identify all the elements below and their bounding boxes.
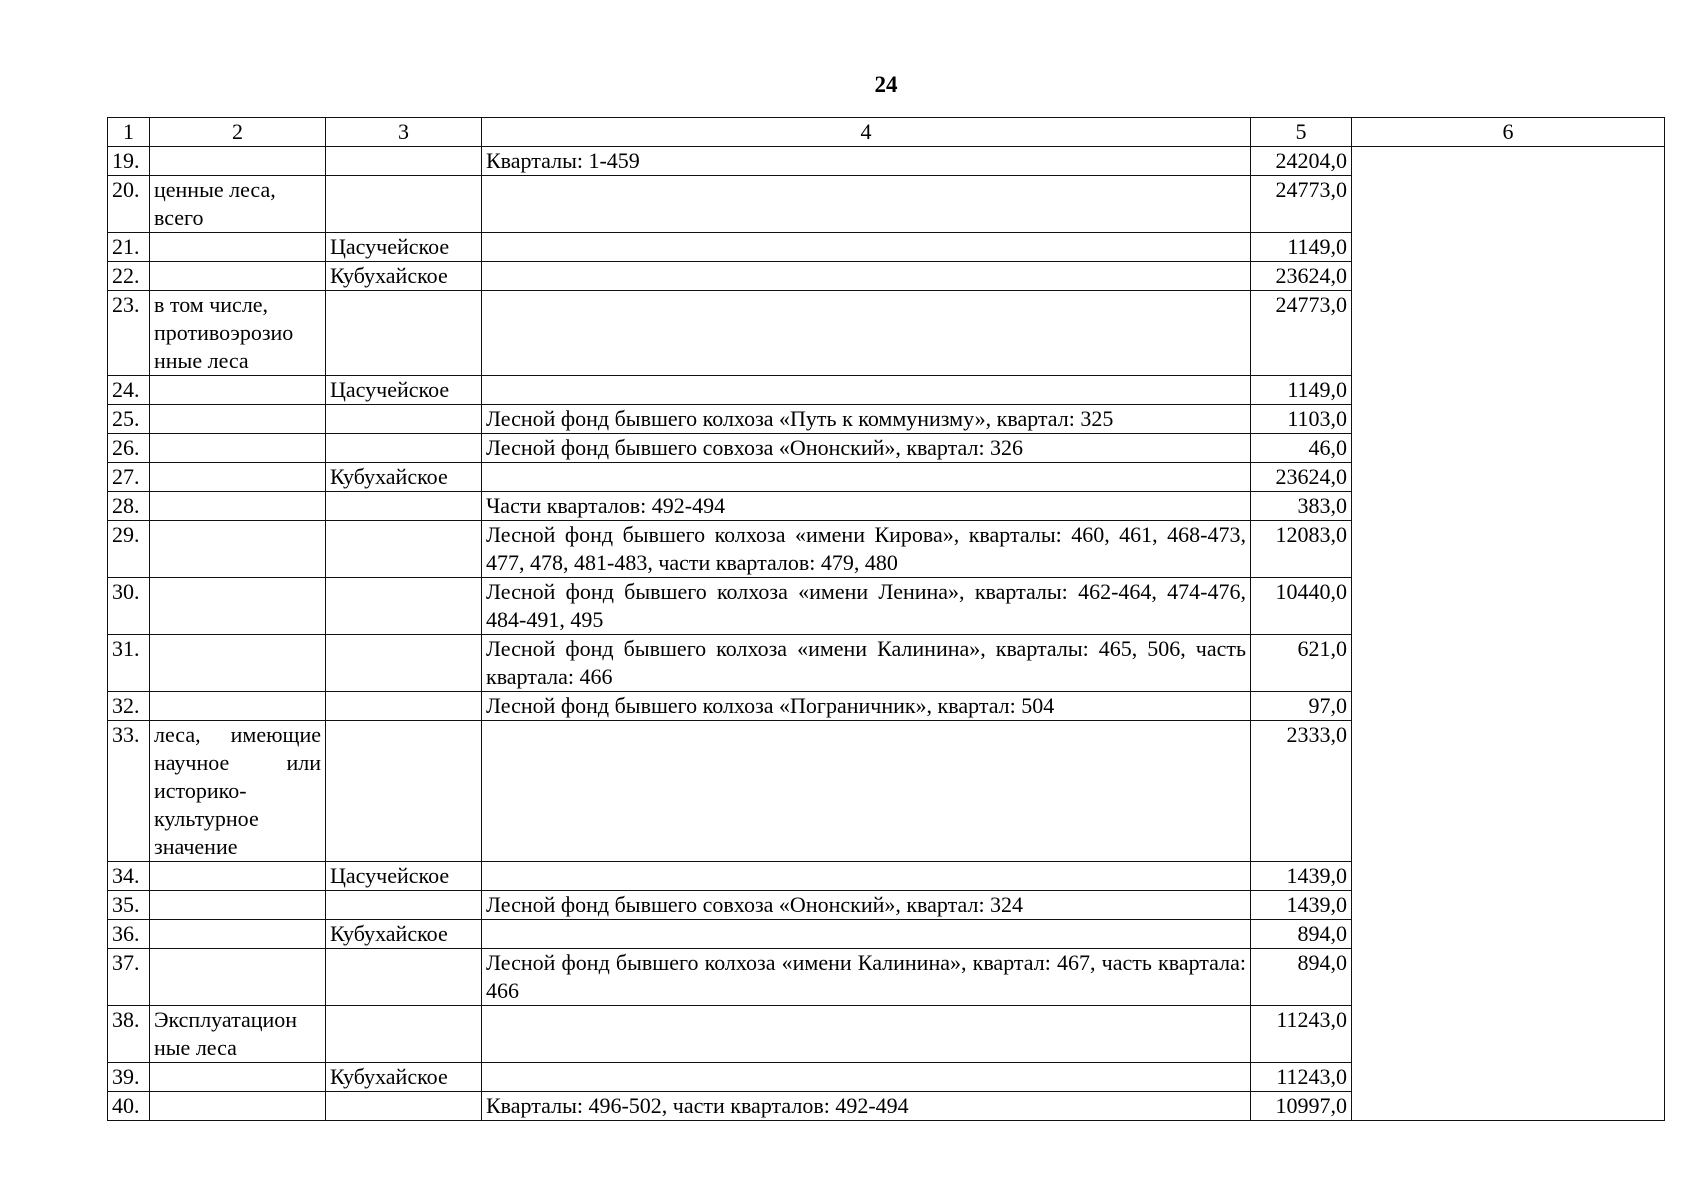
location-cell (482, 862, 1251, 891)
location-cell: Лесной фонд бывшего колхоза «имени Кирова», кварталы: 460, 461, 468-473, 477, 478, 481-483, части кварталов: 479, 480 (482, 521, 1251, 578)
row-number-cell: 26. (108, 434, 150, 463)
area-cell: 97,0 (1251, 692, 1352, 721)
row-number-cell: 37. (108, 949, 150, 1006)
forestry-cell: Цасучейское (326, 233, 482, 262)
column-header: 3 (326, 118, 482, 147)
area-cell: 12083,0 (1251, 521, 1352, 578)
area-cell: 24773,0 (1251, 291, 1352, 376)
location-cell (482, 291, 1251, 376)
category-cell (150, 521, 326, 578)
row-number-cell: 29. (108, 521, 150, 578)
category-cell (150, 233, 326, 262)
category-cell (150, 434, 326, 463)
forestry-cell (326, 405, 482, 434)
row-number-cell: 36. (108, 920, 150, 949)
location-cell: Лесной фонд бывшего колхоза «имени Калинина», кварталы: 465, 506, часть квартала: 466 (482, 635, 1251, 692)
empty-column-6-cell (1352, 147, 1665, 1121)
location-cell (482, 463, 1251, 492)
forestry-cell: Кубухайское (326, 262, 482, 291)
category-cell: ценные леса, всего (150, 176, 326, 233)
location-cell: Лесной фонд бывшего колхоза «имени Ленина», кварталы: 462-464, 474-476, 484-491, 495 (482, 578, 1251, 635)
location-cell (482, 262, 1251, 291)
table-row (108, 147, 1665, 176)
row-number-cell: 38. (108, 1006, 150, 1063)
row-number-cell: 28. (108, 492, 150, 521)
category-cell (150, 578, 326, 635)
forestry-cell (326, 492, 482, 521)
location-cell: Части кварталов: 492-494 (482, 492, 1251, 521)
location-cell (482, 233, 1251, 262)
column-header: 6 (1352, 118, 1665, 147)
area-cell: 24204,0 (1251, 147, 1352, 176)
area-cell: 11243,0 (1251, 1006, 1352, 1063)
row-number-cell: 31. (108, 635, 150, 692)
row-number-cell: 24. (108, 376, 150, 405)
location-cell (482, 920, 1251, 949)
forestry-cell (326, 1006, 482, 1063)
location-cell: Лесной фонд бывшего колхоза «имени Калинина», квартал: 467, часть квартала: 466 (482, 949, 1251, 1006)
category-cell (150, 147, 326, 176)
category-cell: Эксплуатацион ные леса (150, 1006, 326, 1063)
area-cell: 2333,0 (1251, 721, 1352, 862)
category-cell (150, 262, 326, 291)
location-cell: Лесной фонд бывшего колхоза «Пограничник», квартал: 504 (482, 692, 1251, 721)
row-number-cell: 20. (108, 176, 150, 233)
forestry-cell (326, 147, 482, 176)
category-cell (150, 949, 326, 1006)
row-number-cell: 22. (108, 262, 150, 291)
forestry-cell (326, 891, 482, 920)
category-cell (150, 492, 326, 521)
forestry-cell (326, 578, 482, 635)
category-cell (150, 1092, 326, 1121)
forestry-cell (326, 949, 482, 1006)
row-number-cell: 35. (108, 891, 150, 920)
area-cell: 23624,0 (1251, 463, 1352, 492)
row-number-cell: 32. (108, 692, 150, 721)
row-number-cell: 39. (108, 1063, 150, 1092)
category-cell (150, 1063, 326, 1092)
category-cell (150, 405, 326, 434)
category-cell (150, 692, 326, 721)
forestry-cell (326, 434, 482, 463)
location-cell (482, 721, 1251, 862)
page-number: 24 (874, 72, 898, 97)
row-number-cell: 19. (108, 147, 150, 176)
forestry-cell: Кубухайское (326, 1063, 482, 1092)
row-number-cell: 34. (108, 862, 150, 891)
area-cell: 1103,0 (1251, 405, 1352, 434)
area-cell: 1149,0 (1251, 376, 1352, 405)
category-cell (150, 635, 326, 692)
forestry-cell: Цасучейское (326, 862, 482, 891)
location-cell: Кварталы: 496-502, части кварталов: 492-494 (482, 1092, 1251, 1121)
row-number-cell: 30. (108, 578, 150, 635)
forest-table (107, 117, 1665, 1121)
forestry-cell: Кубухайское (326, 463, 482, 492)
location-cell (482, 176, 1251, 233)
category-cell (150, 862, 326, 891)
location-cell: Лесной фонд бывшего совхоза «Ононский», квартал: 326 (482, 434, 1251, 463)
row-number-cell: 27. (108, 463, 150, 492)
forestry-cell (326, 721, 482, 862)
location-cell: Кварталы: 1-459 (482, 147, 1251, 176)
forestry-cell (326, 521, 482, 578)
area-cell: 24773,0 (1251, 176, 1352, 233)
area-cell: 23624,0 (1251, 262, 1352, 291)
location-cell (482, 376, 1251, 405)
area-cell: 621,0 (1251, 635, 1352, 692)
category-cell: в том числе, противоэрозио нные леса (150, 291, 326, 376)
category-cell: леса, имеющие научное или историко-культурное значение (150, 721, 326, 862)
area-cell: 1149,0 (1251, 233, 1352, 262)
area-cell: 10997,0 (1251, 1092, 1352, 1121)
row-number-cell: 21. (108, 233, 150, 262)
forestry-cell (326, 1092, 482, 1121)
area-cell: 1439,0 (1251, 862, 1352, 891)
forestry-cell (326, 692, 482, 721)
forestry-cell: Кубухайское (326, 920, 482, 949)
area-cell: 11243,0 (1251, 1063, 1352, 1092)
category-cell (150, 463, 326, 492)
location-cell: Лесной фонд бывшего совхоза «Ононский», квартал: 324 (482, 891, 1251, 920)
location-cell: Лесной фонд бывшего колхоза «Путь к коммунизму», квартал: 325 (482, 405, 1251, 434)
area-cell: 10440,0 (1251, 578, 1352, 635)
column-header: 5 (1251, 118, 1352, 147)
table-header-row (108, 118, 1665, 147)
forestry-cell (326, 635, 482, 692)
column-header: 4 (482, 118, 1251, 147)
forestry-cell: Цасучейское (326, 376, 482, 405)
category-cell (150, 920, 326, 949)
row-number-cell: 33. (108, 721, 150, 862)
location-cell (482, 1006, 1251, 1063)
row-number-cell: 40. (108, 1092, 150, 1121)
column-header: 1 (108, 118, 150, 147)
area-cell: 894,0 (1251, 949, 1352, 1006)
forestry-cell (326, 176, 482, 233)
area-cell: 894,0 (1251, 920, 1352, 949)
column-header: 2 (150, 118, 326, 147)
category-cell (150, 891, 326, 920)
row-number-cell: 23. (108, 291, 150, 376)
area-cell: 383,0 (1251, 492, 1352, 521)
forestry-cell (326, 291, 482, 376)
area-cell: 46,0 (1251, 434, 1352, 463)
area-cell: 1439,0 (1251, 891, 1352, 920)
category-cell (150, 376, 326, 405)
row-number-cell: 25. (108, 405, 150, 434)
location-cell (482, 1063, 1251, 1092)
